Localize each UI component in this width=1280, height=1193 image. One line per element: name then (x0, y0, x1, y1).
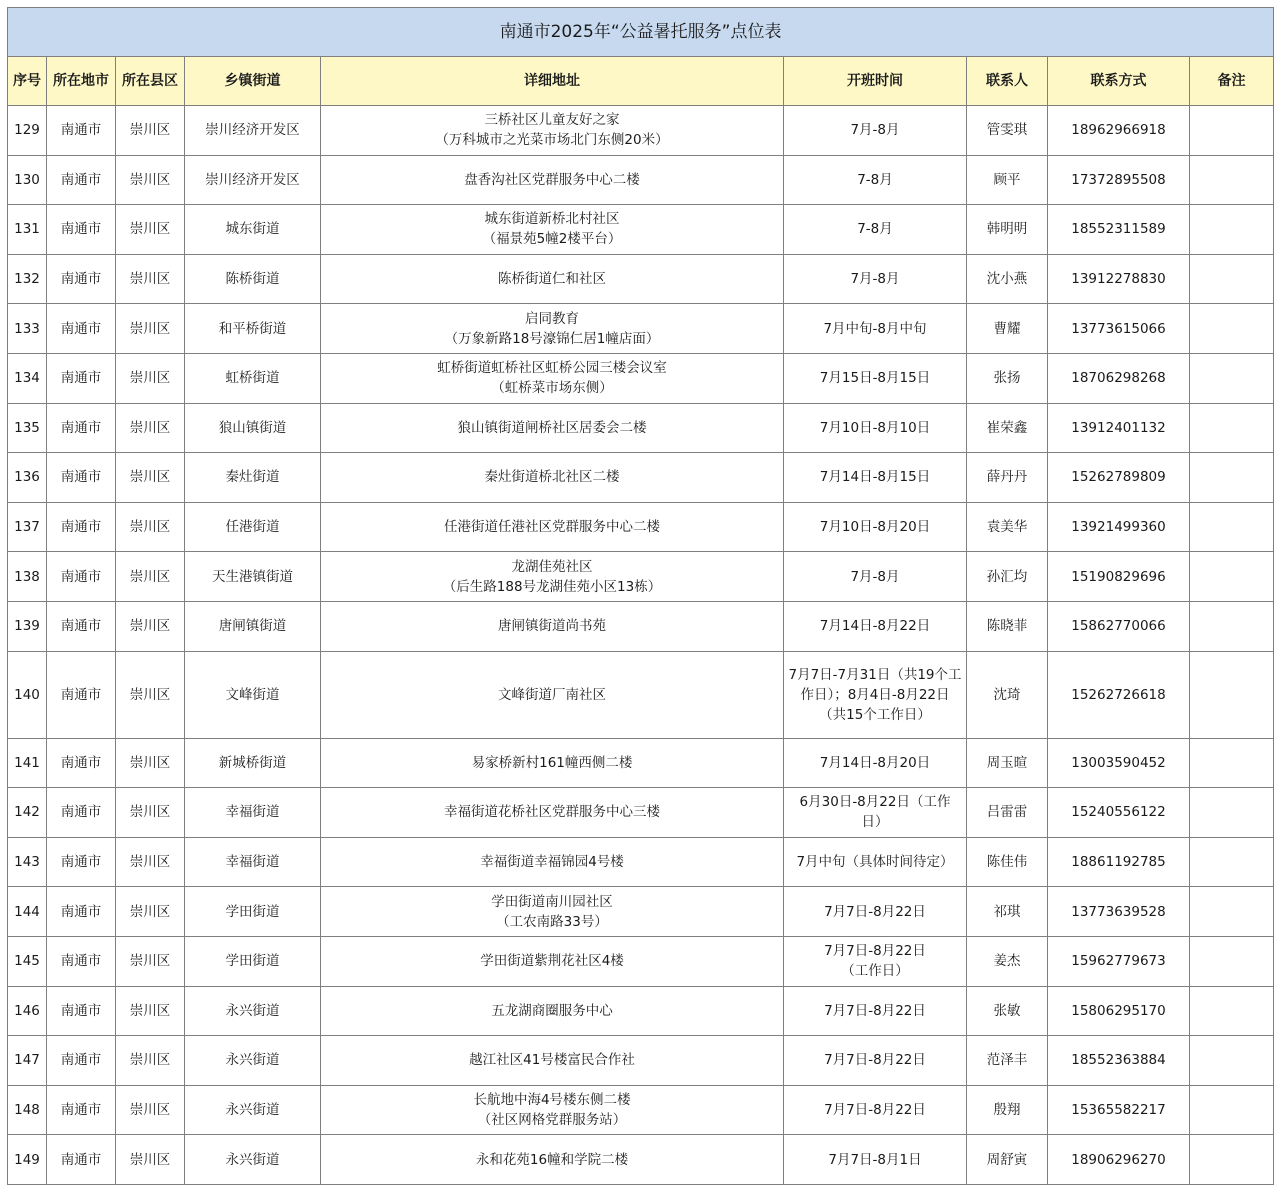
address-line: 城东街道新桥北村社区 (484, 211, 620, 228)
address-line: 狼山镇街道闸桥社区居委会二楼 (457, 419, 647, 436)
address-line: 陈桥街道仁和社区 (498, 271, 606, 288)
address-line: （福景苑5幢2楼平台） (482, 231, 622, 248)
cell-address (321, 155, 784, 205)
cell-note (1190, 155, 1274, 205)
cell-start-time (784, 304, 967, 354)
cell-note (1190, 403, 1274, 453)
cell-address (321, 1135, 784, 1185)
table-row (8, 403, 1274, 453)
cell-district: 崇川区 (116, 254, 185, 304)
cell-phone: 15806295170 (1048, 986, 1190, 1036)
address-line: （工农南路33号） (496, 913, 608, 930)
cell-no: 142 (8, 788, 47, 838)
cell-start-time (784, 1135, 967, 1185)
cell-address (321, 353, 784, 403)
cell-address (321, 651, 784, 738)
cell-address (321, 106, 784, 156)
address-line: 唐闸镇街道尚书苑 (498, 618, 606, 635)
cell-contact: 管雯琪 (967, 106, 1048, 156)
cell-note (1190, 1036, 1274, 1086)
address-line: 幸福街道幸福锦园4号楼 (480, 854, 624, 871)
cell-district: 崇川区 (116, 453, 185, 503)
cell-note (1190, 601, 1274, 651)
cell-contact: 袁美华 (967, 502, 1048, 552)
cell-street: 陈桥街道 (185, 254, 321, 304)
cell-district: 崇川区 (116, 353, 185, 403)
table-row (8, 502, 1274, 552)
cell-note (1190, 353, 1274, 403)
table-row (8, 986, 1274, 1036)
cell-city: 南通市 (47, 304, 116, 354)
cell-address (321, 453, 784, 503)
cell-phone: 15962779673 (1048, 936, 1190, 986)
cell-street: 永兴街道 (185, 986, 321, 1036)
cell-contact: 吕雷雷 (967, 788, 1048, 838)
time-line: 7月14日-8月20日 (819, 754, 931, 771)
cell-city: 南通市 (47, 502, 116, 552)
cell-start-time (784, 887, 967, 937)
address-line: （虹桥菜市场东侧） (491, 380, 613, 397)
cell-address (321, 887, 784, 937)
address-line: 学田街道南川园社区 (491, 893, 613, 910)
cell-start-time (784, 155, 967, 205)
header-row (8, 57, 1274, 106)
cell-note (1190, 651, 1274, 738)
address-line: 秦灶街道桥北社区二楼 (484, 469, 620, 486)
cell-note (1190, 788, 1274, 838)
cell-note (1190, 837, 1274, 887)
address-line: 龙湖佳苑社区 (511, 558, 593, 575)
cell-contact: 陈佳伟 (967, 837, 1048, 887)
cell-no: 134 (8, 353, 47, 403)
table-body (8, 106, 1274, 1185)
address-line: （万科城市之光菜市场北门东侧20米） (435, 132, 669, 149)
cell-no: 144 (8, 887, 47, 937)
time-line: （工作日） (841, 963, 909, 980)
cell-street: 天生港镇街道 (185, 552, 321, 602)
column-header-phone: 联系方式 (1048, 57, 1190, 106)
cell-contact: 顾平 (967, 155, 1048, 205)
cell-note (1190, 552, 1274, 602)
address-line: 五龙湖商圈服务中心 (491, 1002, 613, 1019)
table-row (8, 205, 1274, 255)
column-header-contact: 联系人 (967, 57, 1048, 106)
cell-note (1190, 986, 1274, 1036)
cell-note (1190, 106, 1274, 156)
address-line: 学田街道紫荆花社区4楼 (480, 953, 624, 970)
cell-no: 140 (8, 651, 47, 738)
cell-city: 南通市 (47, 155, 116, 205)
cell-contact: 姜杰 (967, 936, 1048, 986)
address-line: 越江社区41号楼富民合作社 (469, 1052, 635, 1069)
cell-no: 149 (8, 1135, 47, 1185)
time-line: 7月10日-8月10日 (819, 419, 931, 436)
time-line: 7月中旬（具体时间待定） (796, 854, 954, 871)
cell-district: 崇川区 (116, 304, 185, 354)
table-row (8, 453, 1274, 503)
cell-street: 永兴街道 (185, 1085, 321, 1135)
cell-note (1190, 205, 1274, 255)
cell-address (321, 205, 784, 255)
cell-phone: 13003590452 (1048, 738, 1190, 788)
time-line: 7月中旬-8月中旬 (823, 320, 927, 337)
cell-phone: 15240556122 (1048, 788, 1190, 838)
cell-phone: 18861192785 (1048, 837, 1190, 887)
address-line: 盘香沟社区党群服务中心二楼 (464, 171, 640, 188)
cell-address (321, 788, 784, 838)
cell-phone: 15262789809 (1048, 453, 1190, 503)
cell-district: 崇川区 (116, 106, 185, 156)
cell-city: 南通市 (47, 205, 116, 255)
cell-city: 南通市 (47, 651, 116, 738)
table-row (8, 936, 1274, 986)
cell-start-time (784, 986, 967, 1036)
cell-district: 崇川区 (116, 651, 185, 738)
cell-district: 崇川区 (116, 1036, 185, 1086)
cell-address (321, 601, 784, 651)
location-table (7, 7, 1274, 1185)
cell-contact: 张敏 (967, 986, 1048, 1036)
cell-phone: 13912401132 (1048, 403, 1190, 453)
cell-city: 南通市 (47, 1135, 116, 1185)
cell-note (1190, 453, 1274, 503)
table-row (8, 837, 1274, 887)
cell-no: 137 (8, 502, 47, 552)
cell-phone: 13773639528 (1048, 887, 1190, 937)
cell-no: 129 (8, 106, 47, 156)
cell-address (321, 1036, 784, 1086)
cell-no: 143 (8, 837, 47, 887)
cell-city: 南通市 (47, 601, 116, 651)
cell-phone: 13773615066 (1048, 304, 1190, 354)
cell-district: 崇川区 (116, 552, 185, 602)
time-line: 7月-8月 (850, 568, 900, 585)
cell-city: 南通市 (47, 106, 116, 156)
cell-start-time (784, 403, 967, 453)
cell-address (321, 254, 784, 304)
time-line: 7月7日-8月22日 (824, 1002, 926, 1019)
cell-city: 南通市 (47, 1036, 116, 1086)
time-line: 7月7日-8月22日 (824, 1101, 926, 1118)
cell-phone: 15262726618 (1048, 651, 1190, 738)
cell-start-time (784, 837, 967, 887)
cell-note (1190, 936, 1274, 986)
cell-no: 131 (8, 205, 47, 255)
table-row (8, 887, 1274, 937)
cell-no: 133 (8, 304, 47, 354)
cell-street: 幸福街道 (185, 837, 321, 887)
cell-street: 崇川经济开发区 (185, 106, 321, 156)
time-line: 7月14日-8月22日 (819, 618, 931, 635)
cell-city: 南通市 (47, 403, 116, 453)
time-line: 7月7日-7月31日（共19个工 (788, 666, 962, 683)
address-line: 三桥社区儿童友好之家 (484, 112, 620, 129)
cell-contact: 祁琪 (967, 887, 1048, 937)
cell-street: 永兴街道 (185, 1036, 321, 1086)
cell-phone: 13921499360 (1048, 502, 1190, 552)
cell-start-time (784, 552, 967, 602)
cell-district: 崇川区 (116, 601, 185, 651)
cell-address (321, 738, 784, 788)
cell-district: 崇川区 (116, 738, 185, 788)
table-row (8, 552, 1274, 602)
cell-start-time (784, 1085, 967, 1135)
cell-note (1190, 254, 1274, 304)
cell-no: 136 (8, 453, 47, 503)
column-header-time: 开班时间 (784, 57, 967, 106)
table-row (8, 106, 1274, 156)
cell-start-time (784, 738, 967, 788)
cell-contact: 陈晓菲 (967, 601, 1048, 651)
time-line: 7月15日-8月15日 (819, 370, 931, 387)
column-header-address: 详细地址 (321, 57, 784, 106)
cell-contact: 曹耀 (967, 304, 1048, 354)
cell-district: 崇川区 (116, 155, 185, 205)
cell-no: 132 (8, 254, 47, 304)
cell-start-time (784, 936, 967, 986)
cell-no: 147 (8, 1036, 47, 1086)
address-line: 任港街道任港社区党群服务中心二楼 (444, 519, 660, 536)
table-row (8, 254, 1274, 304)
cell-phone: 18552311589 (1048, 205, 1190, 255)
cell-no: 139 (8, 601, 47, 651)
cell-street: 狼山镇街道 (185, 403, 321, 453)
address-line: 永和花苑16幢和学院二楼 (475, 1151, 629, 1168)
address-line: 幸福街道花桥社区党群服务中心三楼 (444, 804, 660, 821)
cell-address (321, 936, 784, 986)
cell-phone: 17372895508 (1048, 155, 1190, 205)
cell-start-time (784, 788, 967, 838)
cell-note (1190, 887, 1274, 937)
cell-street: 文峰街道 (185, 651, 321, 738)
cell-note (1190, 304, 1274, 354)
table-row (8, 601, 1274, 651)
address-line: （万象新路18号濠锦仁居1幢店面） (444, 330, 660, 347)
cell-note (1190, 502, 1274, 552)
cell-city: 南通市 (47, 986, 116, 1036)
cell-contact: 沈琦 (967, 651, 1048, 738)
cell-address (321, 304, 784, 354)
cell-phone: 18706298268 (1048, 353, 1190, 403)
cell-contact: 崔荣鑫 (967, 403, 1048, 453)
cell-street: 虹桥街道 (185, 353, 321, 403)
cell-start-time (784, 651, 967, 738)
time-line: 日） (861, 814, 889, 831)
cell-contact: 沈小燕 (967, 254, 1048, 304)
cell-start-time (784, 453, 967, 503)
cell-contact: 周舒寅 (967, 1135, 1048, 1185)
cell-contact: 薛丹丹 (967, 453, 1048, 503)
time-line: 7月7日-8月1日 (828, 1151, 922, 1168)
column-header-note: 备注 (1190, 57, 1274, 106)
cell-district: 崇川区 (116, 788, 185, 838)
cell-district: 崇川区 (116, 837, 185, 887)
cell-note (1190, 738, 1274, 788)
cell-phone: 15365582217 (1048, 1085, 1190, 1135)
cell-contact: 殷翔 (967, 1085, 1048, 1135)
time-line: 7月7日-8月22日 (824, 1052, 926, 1069)
cell-city: 南通市 (47, 353, 116, 403)
cell-note (1190, 1085, 1274, 1135)
cell-street: 唐闸镇街道 (185, 601, 321, 651)
cell-city: 南通市 (47, 552, 116, 602)
time-line: （共15个工作日） (819, 706, 931, 723)
cell-street: 学田街道 (185, 887, 321, 937)
cell-no: 146 (8, 986, 47, 1036)
column-header-city: 所在地市 (47, 57, 116, 106)
cell-start-time (784, 106, 967, 156)
table-row (8, 788, 1274, 838)
cell-start-time (784, 254, 967, 304)
table-row (8, 1036, 1274, 1086)
cell-no: 138 (8, 552, 47, 602)
cell-district: 崇川区 (116, 936, 185, 986)
cell-start-time (784, 601, 967, 651)
time-line: 7月7日-8月22日 (824, 943, 926, 960)
table-row (8, 738, 1274, 788)
address-line: 虹桥街道虹桥社区虹桥公园三楼会议室 (437, 360, 667, 377)
cell-street: 秦灶街道 (185, 453, 321, 503)
table-row (8, 1135, 1274, 1185)
time-line: 7月-8月 (850, 271, 900, 288)
cell-street: 学田街道 (185, 936, 321, 986)
address-line: 文峰街道厂南社区 (498, 686, 606, 703)
cell-city: 南通市 (47, 738, 116, 788)
cell-start-time (784, 205, 967, 255)
column-header-district: 所在县区 (116, 57, 185, 106)
column-header-street: 乡镇街道 (185, 57, 321, 106)
cell-city: 南通市 (47, 254, 116, 304)
time-line: 作日）；8月4日-8月22日 (800, 686, 950, 703)
cell-phone: 18906296270 (1048, 1135, 1190, 1185)
time-line: 7-8月 (857, 171, 893, 188)
cell-start-time (784, 353, 967, 403)
cell-city: 南通市 (47, 837, 116, 887)
cell-start-time (784, 502, 967, 552)
cell-district: 崇川区 (116, 887, 185, 937)
cell-district: 崇川区 (116, 403, 185, 453)
table-row (8, 155, 1274, 205)
cell-address (321, 552, 784, 602)
time-line: 7月7日-8月22日 (824, 903, 926, 920)
cell-district: 崇川区 (116, 502, 185, 552)
cell-street: 和平桥街道 (185, 304, 321, 354)
cell-no: 141 (8, 738, 47, 788)
time-line: 6月30日-8月22日（工作 (799, 794, 951, 811)
cell-address (321, 986, 784, 1036)
cell-city: 南通市 (47, 887, 116, 937)
cell-phone: 18962966918 (1048, 106, 1190, 156)
address-line: （后生路188号龙湖佳苑小区13栋） (442, 578, 662, 595)
cell-city: 南通市 (47, 788, 116, 838)
table-row (8, 1085, 1274, 1135)
cell-address (321, 502, 784, 552)
cell-address (321, 1085, 784, 1135)
table-title: 南通市2025年“公益暑托服务”点位表 (8, 8, 1274, 57)
cell-street: 任港街道 (185, 502, 321, 552)
cell-no: 130 (8, 155, 47, 205)
cell-no: 145 (8, 936, 47, 986)
time-line: 7-8月 (857, 221, 893, 238)
time-line: 7月14日-8月15日 (819, 469, 931, 486)
cell-no: 148 (8, 1085, 47, 1135)
cell-contact: 范泽丰 (967, 1036, 1048, 1086)
cell-no: 135 (8, 403, 47, 453)
address-line: （社区网格党群服务站） (477, 1111, 627, 1128)
cell-start-time (784, 1036, 967, 1086)
cell-city: 南通市 (47, 936, 116, 986)
cell-street: 永兴街道 (185, 1135, 321, 1185)
cell-note (1190, 1135, 1274, 1185)
cell-city: 南通市 (47, 453, 116, 503)
cell-phone: 15862770066 (1048, 601, 1190, 651)
cell-city: 南通市 (47, 1085, 116, 1135)
table-row (8, 353, 1274, 403)
cell-district: 崇川区 (116, 986, 185, 1036)
time-line: 7月-8月 (850, 122, 900, 139)
table-row (8, 651, 1274, 738)
cell-street: 新城桥街道 (185, 738, 321, 788)
time-line: 7月10日-8月20日 (819, 519, 931, 536)
cell-contact: 张扬 (967, 353, 1048, 403)
cell-phone: 15190829696 (1048, 552, 1190, 602)
address-line: 长航地中海4号楼东侧二楼 (473, 1091, 631, 1108)
address-line: 易家桥新村161幢西侧二楼 (471, 754, 633, 771)
column-header-no: 序号 (8, 57, 47, 106)
address-line: 启同教育 (525, 310, 579, 327)
cell-address (321, 403, 784, 453)
cell-district: 崇川区 (116, 1085, 185, 1135)
cell-contact: 韩明明 (967, 205, 1048, 255)
cell-contact: 周玉暄 (967, 738, 1048, 788)
cell-phone: 18552363884 (1048, 1036, 1190, 1086)
location-table-sheet (7, 7, 1273, 1185)
cell-contact: 孙汇均 (967, 552, 1048, 602)
cell-street: 城东街道 (185, 205, 321, 255)
cell-district: 崇川区 (116, 205, 185, 255)
cell-street: 崇川经济开发区 (185, 155, 321, 205)
cell-street: 幸福街道 (185, 788, 321, 838)
table-row (8, 304, 1274, 354)
cell-address (321, 837, 784, 887)
cell-phone: 13912278830 (1048, 254, 1190, 304)
cell-district: 崇川区 (116, 1135, 185, 1185)
